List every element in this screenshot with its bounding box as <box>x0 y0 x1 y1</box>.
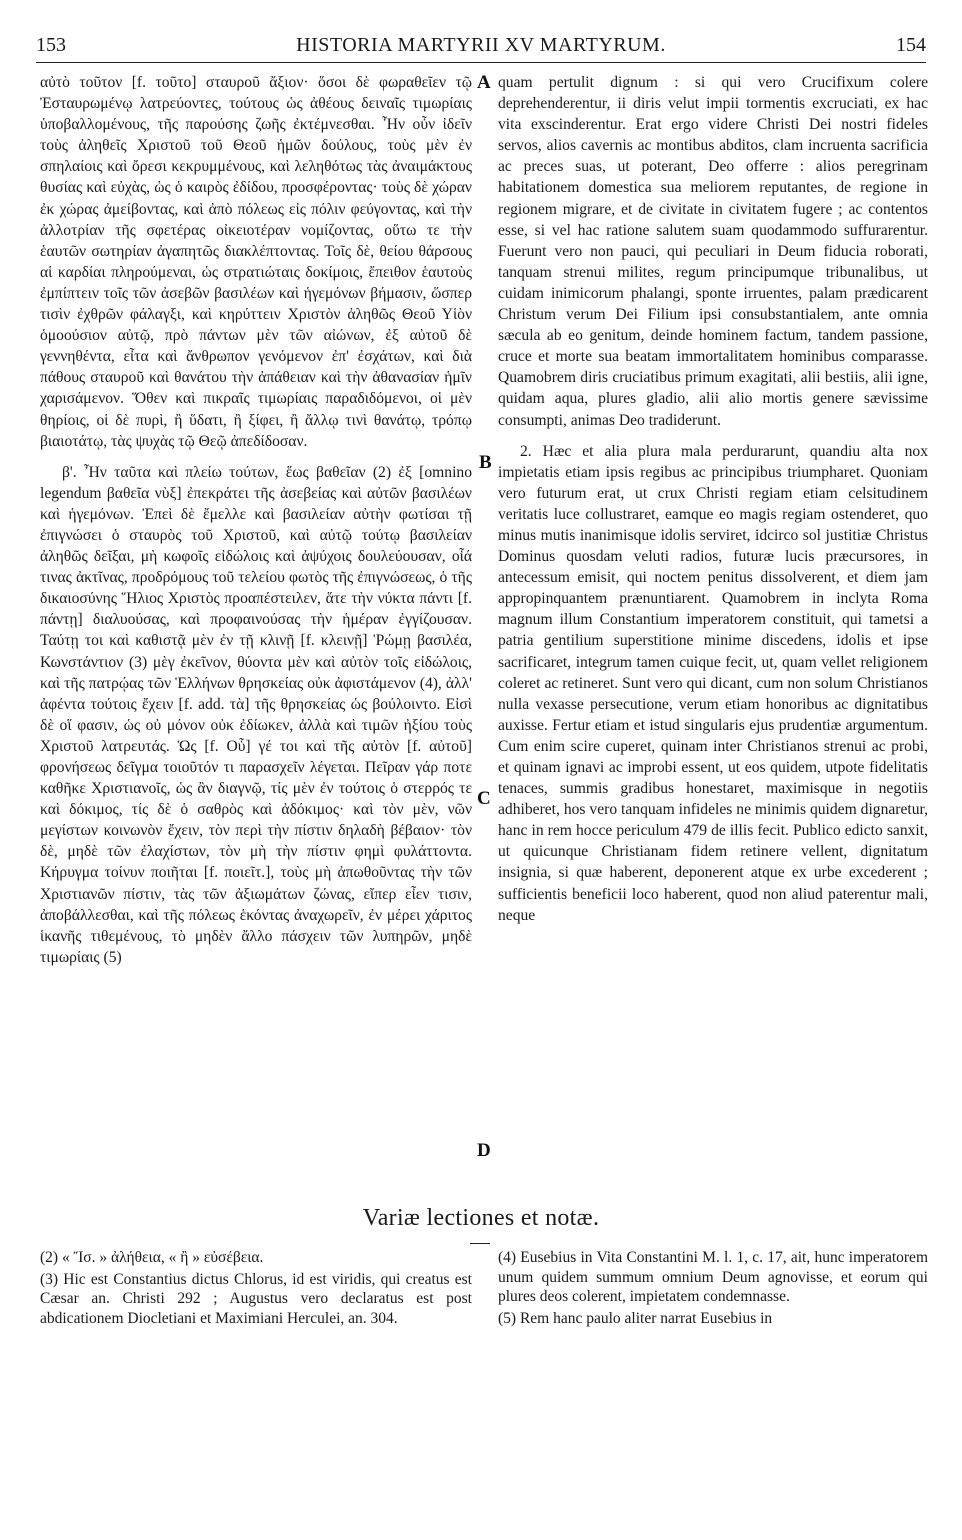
header-rule <box>36 62 926 63</box>
greek-paragraph-2: β'. Ἦν ταῦτα καὶ πλείω τούτων, ἕως βαθεῖαν (2) ἐξ [omnino legendum βαθεῖα νὺξ] ἐπεκράτει τῆς ἀσεβείας καὶ αὐτῶν βασιλέων καὶ ἡγεμόνων. Ἐπεὶ δὲ ἔμελλε καὶ βασιλείαν αὐτὴν φωτίσαι τῇ ἐπιγνώσει ὁ σταυρὸς τοῦ Χριστοῦ, καὶ αὐτῷ τούτῳ βασιλείαν ἀληθῶς δεῖξαι, μὴ κωφοῖς εἰδώλοις καὶ ἀψύχοις δουλεύουσαν, οἷά τινας ἀκτῖνας, προδρόμους τοῦ τελείου φωτὸς τῆς ἐπιγνώσεως, ὁ τῆς δικαιοσύνης Ἥλιος Χριστὸς προαπέστειλεν, ἅτε τὴν νύκτα πάντι [f. πάντῃ] διαλυούσας, καὶ προφαινούσας τὴν ἡμέραν ἐγγίζουσαν. Ταύτῃ τοι καὶ καθιστᾷ μὲν ἐν τῇ κλινῇ [f. κλεινῇ] Ῥώμῃ βασιλέα, Κωνστάντιον (3) μὲγ ἐκεῖνον, θύοντα μὲν καὶ αὐτὸν τοῖς εἰδώλοις, καὶ τῆς πατρῴας τῶν Ἑλλήνων θρησκείας οὐκ ἀφιστάμενον (4), ἀλλ' ἀφέντα τούτοις ἔχειν [f. add. τὰ] τῆς θρησκείας ὡς βούλοιντο. Εἰσὶ δὲ οἵ φασιν, ὡς οὐ μόνον οὐκ ἐδίωκεν, ἀλλὰ καὶ τιμῶν ἠξίου τοὺς Χριστοῦ λατρευτάς. Ὡς [f. Οὗ] γέ τοι καὶ τῆς αὐτὸν [f. αὐτοῦ] φρονήσεως δεῖγμα τοιοῦτόν τι παρασχεῖν λέγεται. Πεῖραν γάρ ποτε καθῆκε Χριστιανοῖς, ὡς ἂν διαγνῷ, τίς μὲν ἐν τούτοις ὁ στερρός τε καὶ δόκιμος, τίς δὲ ὁ σαθρὸς καὶ ἀδόκιμος· καὶ τὸν μὲν, νῶν μεγίστων κοινωνὸν ἔχειν, τὸν περὶ τὴν πίστιν δηλαδὴ βέβαιον· τὸν δὲ, μηδὲ τῶν ἐλαχίστων, τὸν μὴ τὴν πίστιν φημὶ φυλάττοντα. Κήρυγμα τοίνυν ποιῆται [f. ποιεῖτ.], τοὺς μὴ ἀπωθοῦντας τὴν τῶν Χριστιανῶν πίστιν, τὰς τῶν ἀξιωμάτων ζώνας, εἴπερ εἶεν τισιν, ἀποβάλλεσθαι, καὶ τῆς πόλεως ἑκόντας ἀναχωρεῖν, ἐν μέρει χάριτος ἱκανῆς τιθεμένους, τὸ μηδὲν ἄλλο πάσχειν τῶν λυπηρῶν, μηδὲ τιμωρίαις (5) <box>40 463 472 966</box>
page-number-left: 153 <box>36 34 66 56</box>
greek-column <box>40 72 472 1202</box>
section-marker-a: A <box>477 72 491 93</box>
latin-column <box>498 72 928 1202</box>
notes-heading: Variæ lectiones et notæ. <box>362 1205 600 1231</box>
note-3: (3) Hic est Constantius dictus Chlorus, id est viridis, qui creatus est Cæsar an. Christi 292 ; Augustus vero declaratus est post abdicationem Diocletiani et Maximiani Herculei, an. 304. <box>40 1270 472 1327</box>
latin-paragraph-1: quam pertulit dignum : si qui vero Crucifixum colere deprehenderentur, ii diris velut impii tormentis excruciati, ex hac vita exscinderentur. Erat ergo videre Christi Dei nostri fideles servos, alios cavernis ac montibus abditos, clam incruenta sacrificia ac preces suas, ut poterant, Deo offerre : alios peregrinam habitationem domestica sua meliorem reputantes, de regione in regionem migrare, et de civitate in civitatem fugere ; ac contentos esse, si vel hac ratione salutem suam quodammodo suffurarentur. Fuerunt vero non pauci, qui peculiari in Deum fiducia roborati, tanquam strenui milites, regum principumque tribunalibus, ut cuidam inimicorum phalangi, sponte irruentes, palam prædicarent Christum verum Dei Filium ipsi consubstantialem, ante omnia sæcula ab eo genitum, deinde hominem factum, tandem passione, cruce et morte sua beatam immortalitatem hominibus comparasse. Quamobrem diris cruciatibus primum exagitati, alii bestiis, alii igne, quidam aqua, plures gladio, alii alio mortis genere sævissime consumpti, animas Deo tradiderunt. <box>498 74 928 429</box>
running-title: HISTORIA MARTYRII XV MARTYRUM. <box>296 34 666 56</box>
section-marker-c: C <box>477 788 491 809</box>
latin-paragraph-2: 2. Hæc et alia plura mala perdurarunt, quandiu alta nox impietatis etiam ipsis regibus ac principibus triumpharet. Quoniam vero futurum erat, ut crux Christi regiam etiam celsitudinem veritatis luce collustraret, eamque eo magis regiam ostenderet, quo minus mutis inanimisque idolis serviret, idcirco sol justitiæ Christus Dominus quosdam veluti radios, futuræ lucis præcursores, in antecessum emisit, qui noctem penitus dissolverent, et diem jam appropinquantem prænuntiarent. Quamobrem in inclyta Roma magnum illum Constantium imperatorem constituit, qui tametsi a patria gentilium superstitione minime discedens, idolis et ipse sacrificaret, integrum tamen cuique fecit, ut, quam vellet religionem coleret ac retineret. Sunt vero qui dicant, cum non solum Christianos nulla vexasse persecutione, verum etiam honoribus ac dignitatibus auxisse. Fertur etiam et istud singularis ejus prudentiæ argumentum. Cum enim scire cuperet, quinam inter Christianos strenui ac probi, et quinam ignavi ac improbi essent, ut eos quidem, utpote fidelitatis tenaces, summis gradibus honestaret, maximisque in negotiis adhiberet, hos vero tanquam infideles ne minimis quidem dignaretur, hanc in rem hocce periculum 479 de illis fecit. Publico edicto sanxit, ut quicunque Christianam fidem retinere vellent, dignitatum insignia, si quæ haberent, deponerent atque ex urbe excederent ; sufficientis beneficii loco haberent, quod non aliud paterentur mali, neque <box>498 442 928 924</box>
notes-right-column <box>498 1248 928 1438</box>
page-number-right: 154 <box>896 34 926 56</box>
note-4: (4) Eusebius in Vita Constantini M. l. 1, c. 17, ait, hunc imperatorem unum quidem summum omnium Deum agnovisse, et eorum qui plures deos colerent, impietatem condemnasse. <box>498 1249 928 1306</box>
section-marker-b: B <box>479 452 492 473</box>
section-marker-d: D <box>477 1140 491 1161</box>
notes-left-column <box>40 1248 472 1438</box>
note-2: (2) « Ἴσ. » ἀλήθεια, « ἢ » εὐσέβεια. <box>40 1249 264 1266</box>
note-5: (5) Rem hanc paulo aliter narrat Eusebius in <box>498 1309 773 1327</box>
notes-divider <box>470 1243 490 1244</box>
greek-paragraph-1: αὐτὸ τοῦτον [f. τοῦτο] σταυροῦ ἄξιον· ὅσοι δὲ φωραθεῖεν τῷ Ἐσταυρωμένῳ λατρεύοντες, τούτους ὡς ἀθέους δειναῖς τιμωρίαις ὑποβαλλομένους, τῆς παρούσης ζωῆς ἐκτέμνεσθαι. Ἦν οὖν ἰδεῖν τοὺς ἀληθεῖς Χριστοῦ τοῦ Θεοῦ ἡμῶν δούλους, τοὺς μὲν ἐν σπηλαίοις καὶ ὄρεσι κεκρυμμένους, καὶ λεληθότως τὰς ἀναιμάκτους θυσίας καὶ εὐχὰς, ὡς ὁ καιρὸς ἐδίδου, προσφέροντας· τοὺς δὲ χώραν ἐκ χώρας ἀμείβοντας, καὶ ἀπὸ πόλεως εἰς πόλιν φεύγοντας, καὶ τὴν ἀλλοτρίαν τῆς σφετέρας οἰκειοτέραν νομίζοντας, οὕτω τε τὴν ἑαυτῶν σωτηρίαν ἀγαπητῶς διακλέπτοντας. Τοῖς δὲ, θείου θάρσους αἱ καρδίαι πληρούμεναι, ὡς στρατιώταις δοκίμοις, ἔπειθον ἑαυτοὺς ἐμπίπτειν τοῖς τῶν ἀσεβῶν βασιλέων καὶ ἡγεμόνων βήμασιν, ὥσπερ τισὶν ἐχθρῶν φάλαγξι, καὶ κηρύττειν Χριστὸν ἀληθῶς Θεοῦ Υἱὸν ὁμοούσιον αὐτῷ, πρὸ πάντων μὲν τῶν αἰώνων, ἐξ αὐτοῦ δὲ γεννηθέντα, εἶτα καὶ ἄνθρωπον γενόμενον ἐπ' ἐσχάτων, καὶ διὰ πάθους σταυροῦ καὶ θανάτου τὴν ἀπάθειαν καὶ τὴν ἀθανασίαν ἡμῖν χαρισάμενον. Ὅθεν καὶ πικραῖς τιμωρίαις παραδιδόμενοι, οἱ μὲν θηρίοις, οἱ δὲ πυρὶ, ἢ ὕδατι, ἢ ξίφει, ἢ ἄλλῳ τινὶ θανάτῳ, τρόπῳ βιαιοτάτῳ, τὰς ψυχὰς τῷ Θεῷ ἀπεδίδοσαν. <box>40 74 472 450</box>
page-header <box>36 34 926 64</box>
